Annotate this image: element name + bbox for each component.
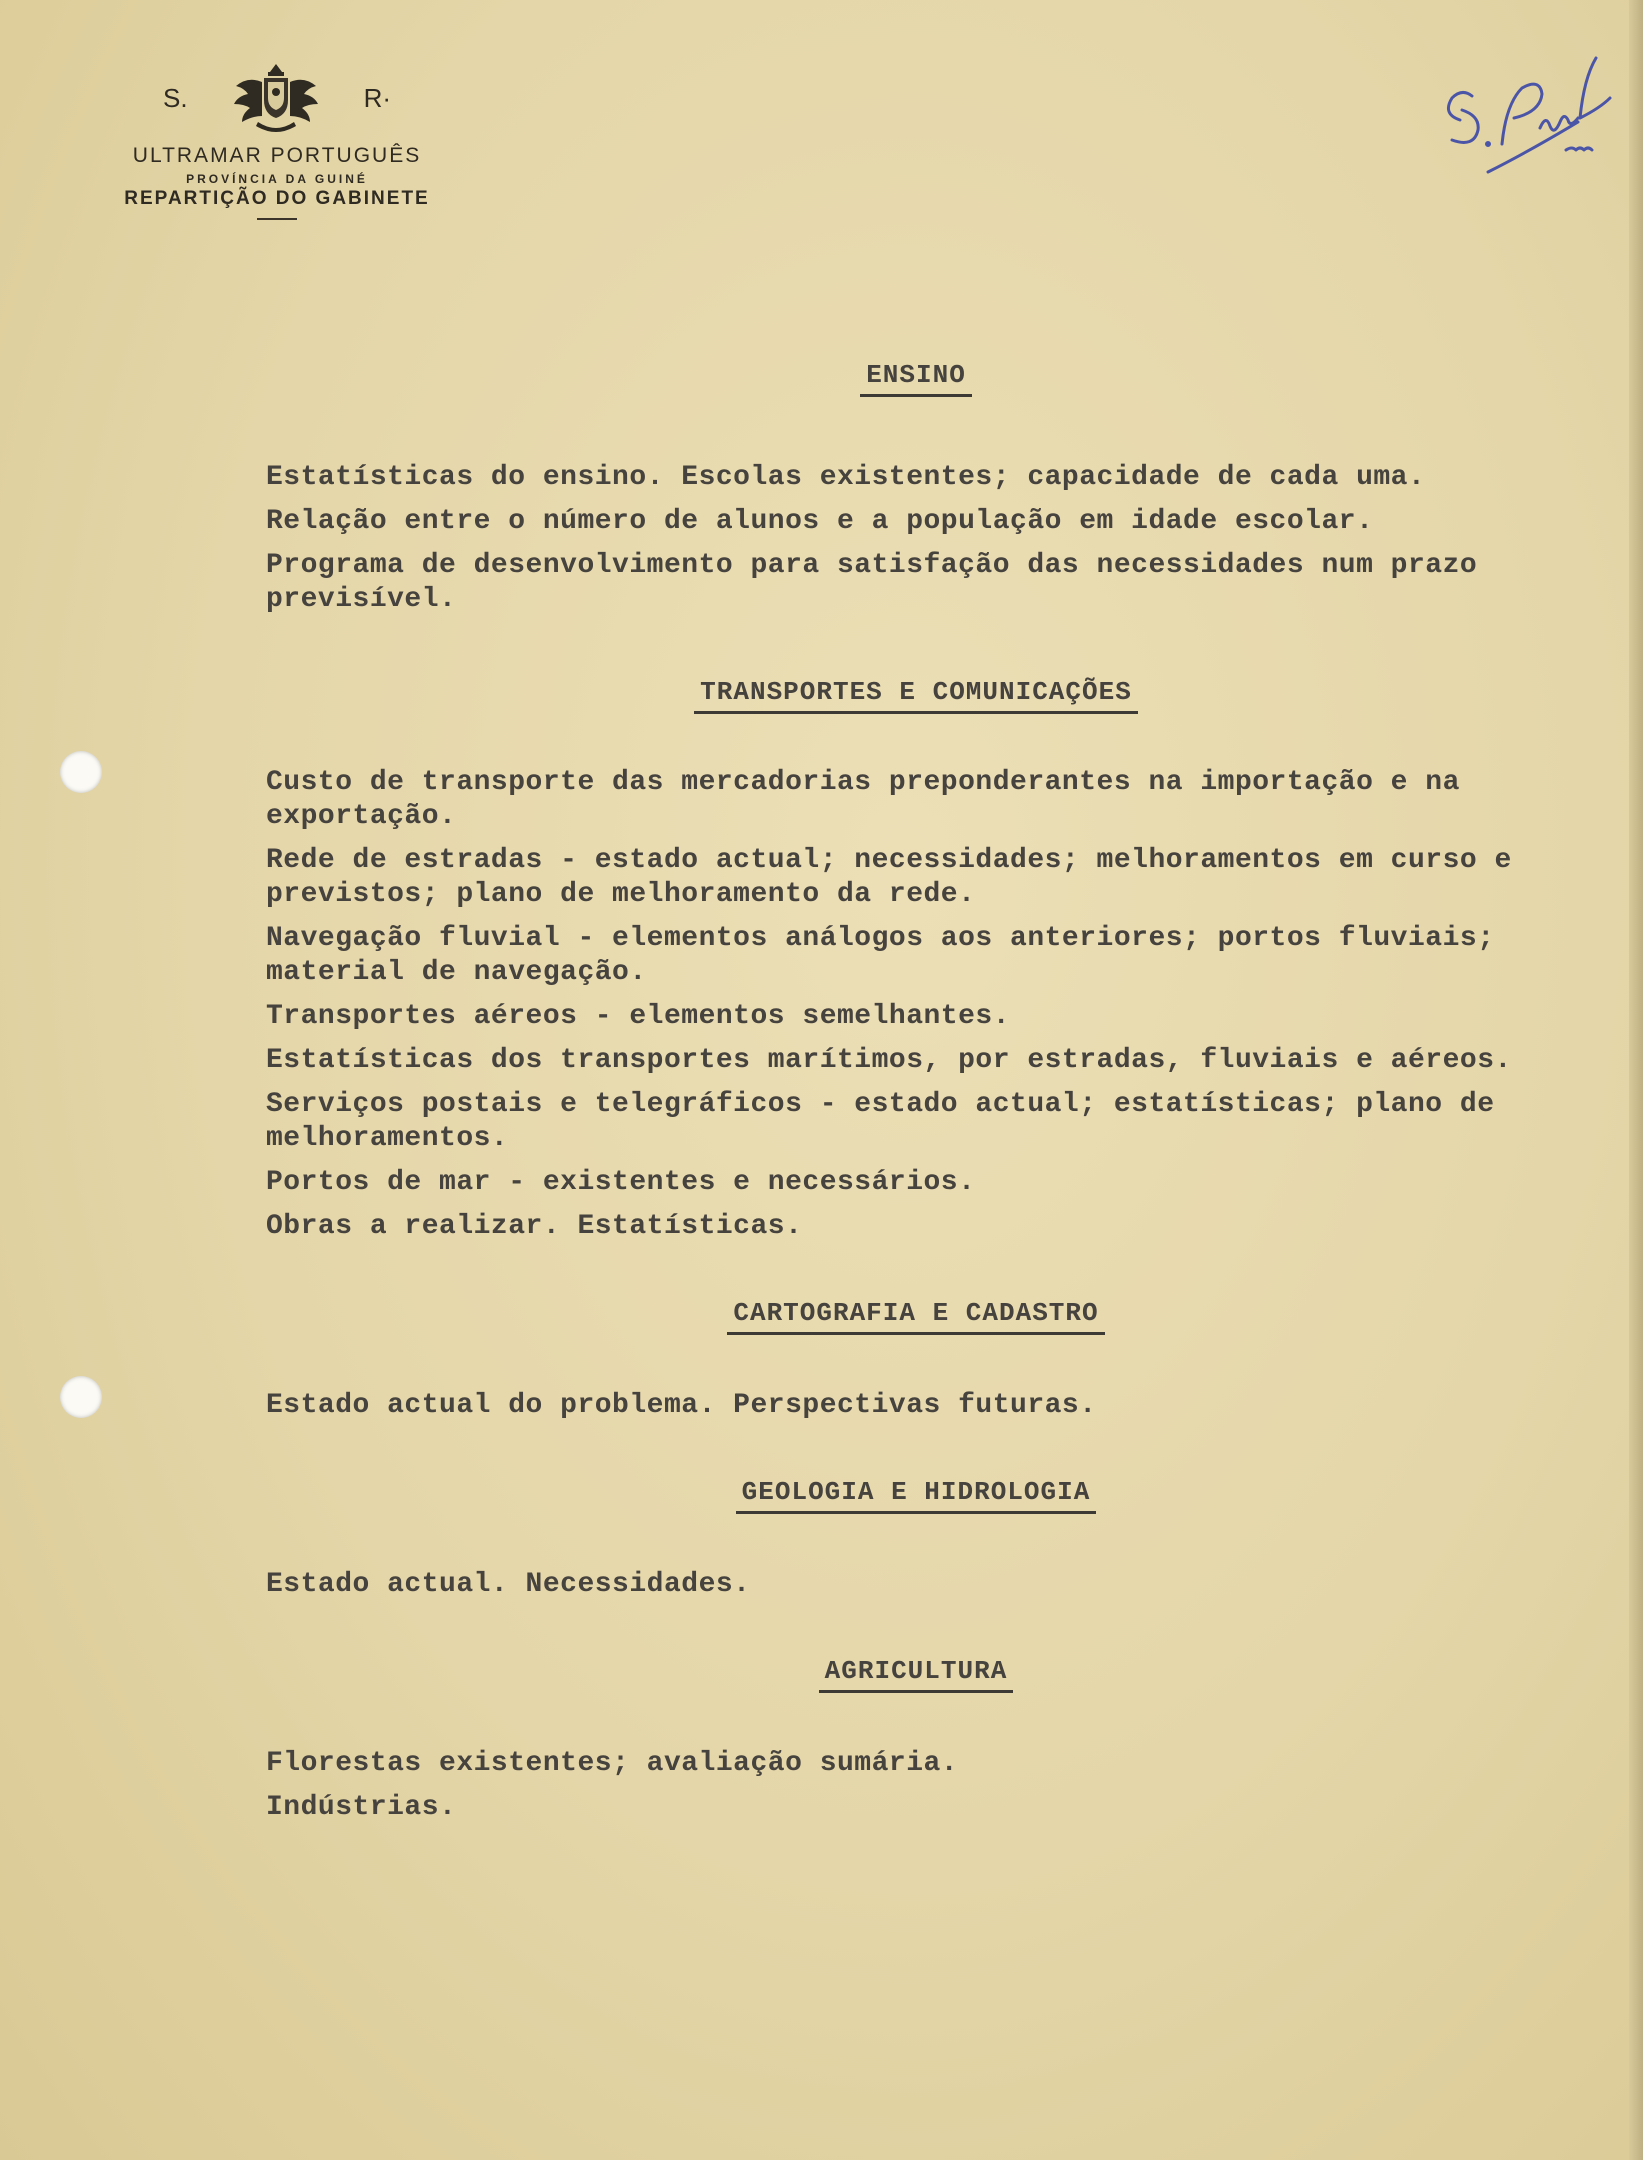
paragraph: Serviços postais e telegráficos - estado actual; estatísticas; plano de melhoramentos. [266, 1089, 1495, 1154]
section-heading-text: ENSINO [860, 360, 972, 397]
coat-of-arms-icon [228, 60, 324, 136]
paragraph: Estado actual do problema. Perspectivas futuras. [266, 1390, 1097, 1421]
letterhead-province: PROVÍNCIA DA GUINÉ [186, 172, 368, 186]
section-transportes [266, 677, 1566, 1244]
letterhead-top-row [72, 60, 482, 136]
paragraph: Programa de desenvolvimento para satisfação das necessidades num prazo previsível. [266, 550, 1478, 615]
letterhead-initial-left: S. [162, 82, 188, 113]
letterhead [72, 60, 482, 220]
letterhead-department: REPARTIÇÃO DO GABINETE [124, 188, 430, 209]
section-heading-text: AGRICULTURA [819, 1656, 1014, 1693]
paragraph: Estado actual. Necessidades. [266, 1569, 751, 1600]
letterhead-rule [257, 218, 297, 220]
paragraph: Rede de estradas - estado actual; necessidades; melhoramentos em curso e previstos; plano de melhoramento da rede. [266, 845, 1512, 910]
paragraph: Indústrias. [266, 1792, 457, 1823]
section-geologia [266, 1477, 1566, 1602]
paragraph: Obras a realizar. Estatísticas. [266, 1211, 803, 1242]
letterhead-initial-right: R· [363, 82, 391, 113]
section-heading [266, 360, 1566, 397]
punch-hole-top [60, 751, 102, 793]
section-heading-text: GEOLOGIA E HIDROLOGIA [736, 1477, 1097, 1514]
section-cartografia [266, 1298, 1566, 1423]
punch-hole-bottom [60, 1376, 102, 1418]
section-heading [266, 1656, 1566, 1693]
section-heading [266, 1477, 1566, 1514]
section-agricultura [266, 1656, 1566, 1825]
paragraph: Estatísticas do ensino. Escolas existentes; capacidade de cada uma. [266, 462, 1426, 493]
section-ensino [266, 360, 1566, 617]
letterhead-ultramar: ULTRAMAR PORTUGUÊS [132, 144, 422, 167]
paragraph: Relação entre o número de alunos e a população em idade escolar. [266, 506, 1374, 537]
paragraph: Transportes aéreos - elementos semelhantes. [266, 1001, 1011, 1032]
handwritten-signature [1430, 48, 1630, 178]
paragraph: Portos de mar - existentes e necessários. [266, 1167, 976, 1198]
paragraph: Custo de transporte das mercadorias preponderantes na importação e na exportação. [266, 767, 1460, 832]
section-heading-text: TRANSPORTES E COMUNICAÇÕES [694, 677, 1138, 714]
paragraph: Navegação fluvial - elementos análogos aos anteriores; portos fluviais; material de navegação. [266, 923, 1495, 988]
paragraph: Florestas existentes; avaliação sumária. [266, 1748, 959, 1779]
section-heading [266, 1298, 1566, 1335]
paragraph: Estatísticas dos transportes marítimos, por estradas, fluviais e aéreos. [266, 1045, 1512, 1076]
document-body [266, 360, 1566, 1825]
section-heading-text: CARTOGRAFIA E CADASTRO [727, 1298, 1104, 1335]
page-edge [1629, 0, 1643, 2160]
section-heading [266, 677, 1566, 714]
